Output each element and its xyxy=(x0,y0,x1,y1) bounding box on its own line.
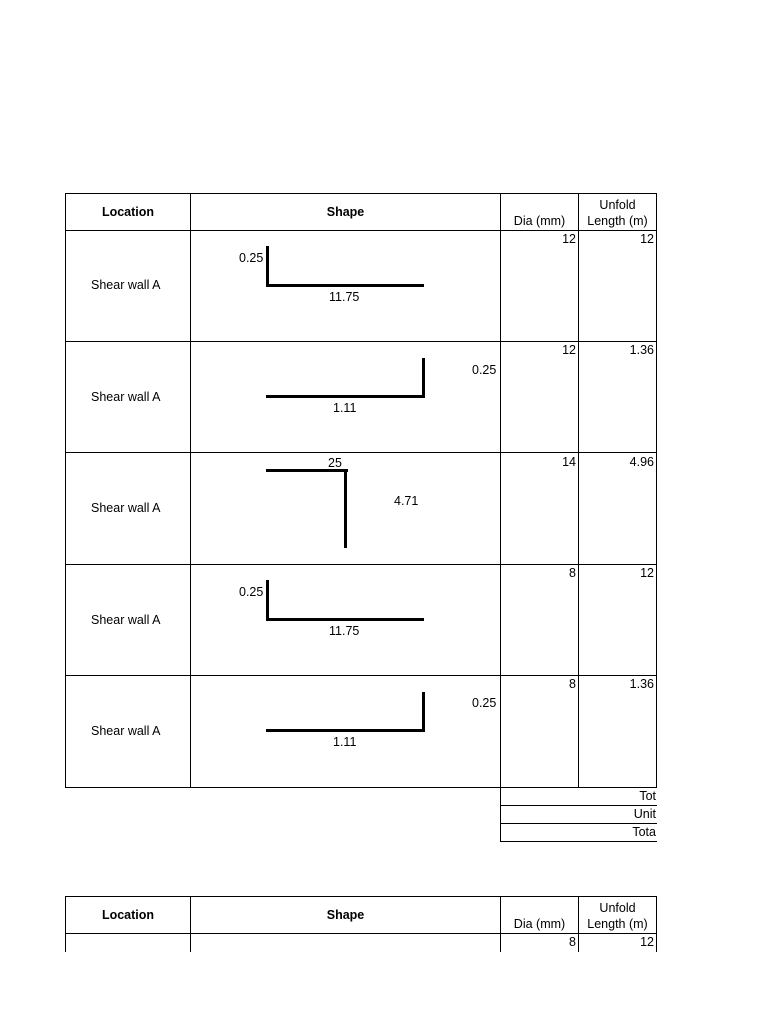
dim-b-label: 11.75 xyxy=(329,624,360,638)
dim-a-label: 0.25 xyxy=(472,696,497,710)
dim-a-label: 0.25 xyxy=(239,585,264,599)
header-unfold-line1: Unfold xyxy=(599,198,636,212)
dim-a-label: 25 xyxy=(328,456,342,470)
dia-cell: 14 xyxy=(562,455,576,469)
dia-cell: 8 xyxy=(569,935,576,949)
dia-cell: 8 xyxy=(569,566,576,580)
unfold-length-cell: 12 xyxy=(640,566,654,580)
header-shape: Shape xyxy=(326,205,365,219)
unfold-length-cell: 1.36 xyxy=(629,343,654,357)
unfold-length-cell: 12 xyxy=(640,935,654,949)
dia-cell: 8 xyxy=(569,677,576,691)
header-unfold-line2: Length (m) xyxy=(587,214,648,228)
unfold-length-cell: 1.36 xyxy=(629,677,654,691)
header-unfold-line2: Length (m) xyxy=(587,917,648,931)
header-location: Location xyxy=(101,205,155,219)
summary-grand-total-label: Tota xyxy=(632,825,656,839)
dim-a-label: 0.25 xyxy=(472,363,497,377)
summary-unit-label: Unit xyxy=(633,807,656,821)
dim-b-label: 1.11 xyxy=(333,401,357,415)
header-location: Location xyxy=(101,908,155,922)
header-shape: Shape xyxy=(326,908,365,922)
dim-b-label: 4.71 xyxy=(394,494,419,508)
dim-b-label: 11.75 xyxy=(329,290,360,304)
header-unfold-line1: Unfold xyxy=(599,901,636,915)
header-dia: Dia (mm) xyxy=(513,917,566,931)
location-cell: Shear wall A xyxy=(91,390,161,404)
dim-b-label: 1.11 xyxy=(333,735,357,749)
location-cell: Shear wall A xyxy=(91,501,161,515)
location-cell: Shear wall A xyxy=(91,278,161,292)
unfold-length-cell: 4.96 xyxy=(629,455,654,469)
location-cell: Shear wall A xyxy=(91,724,161,738)
unfold-length-cell: 12 xyxy=(640,232,654,246)
location-cell: Shear wall A xyxy=(91,613,161,627)
dia-cell: 12 xyxy=(562,343,576,357)
header-dia: Dia (mm) xyxy=(513,214,566,228)
dia-cell: 12 xyxy=(562,232,576,246)
summary-total-label: Tot xyxy=(639,789,656,803)
dim-a-label: 0.25 xyxy=(239,251,264,265)
